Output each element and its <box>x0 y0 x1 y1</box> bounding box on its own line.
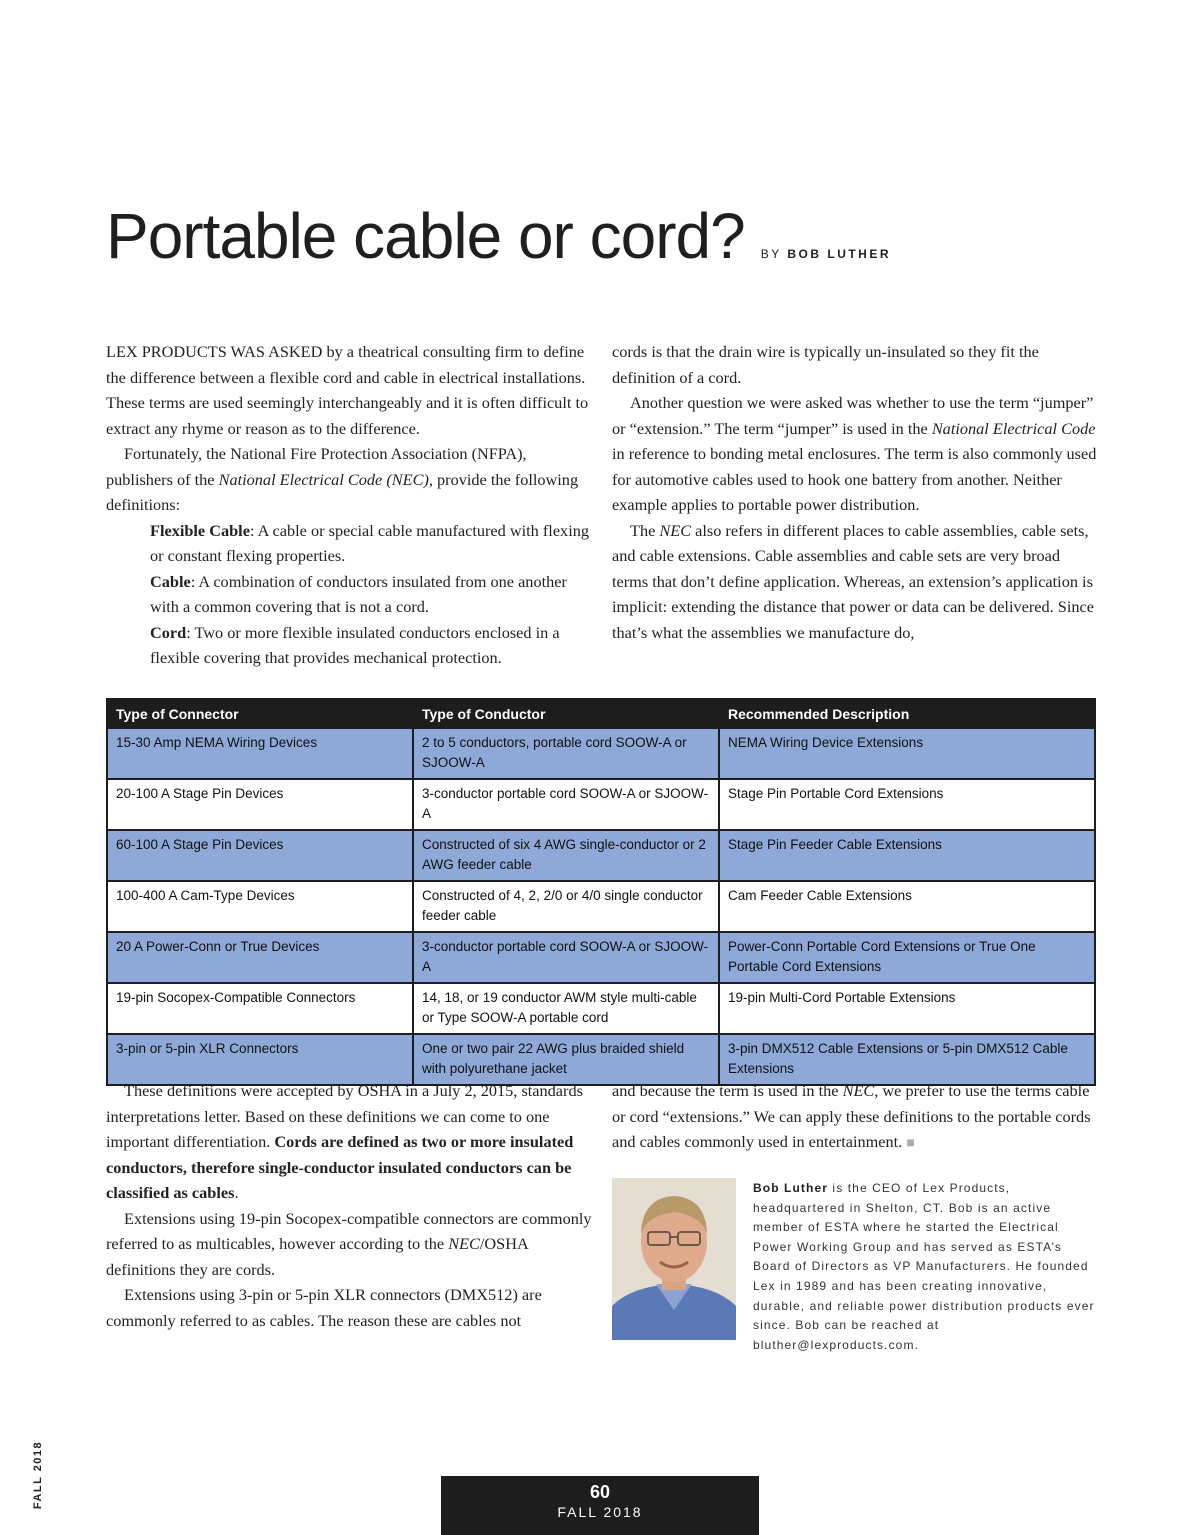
column-right-top <box>612 339 1098 645</box>
definition-term: Flexible Cable <box>150 520 250 540</box>
table-cell: Stage Pin Portable Cord Extensions <box>719 779 1095 830</box>
definition-term: Cable <box>150 571 191 591</box>
text-run: and because the term is used in the <box>612 1081 843 1100</box>
text-run: These definitions were accepted by OSHA in a July 2, 2015, standards interpretations letter. Based on these definitions we can come to one important differentiation. <box>106 1081 583 1151</box>
text-run: , provide the following definitions: <box>106 469 579 514</box>
text-run: The <box>630 520 660 540</box>
side-issue-label <box>30 1440 46 1510</box>
header-type-of-connector: Type of Connector <box>107 699 413 728</box>
right-paragraph-1: cords is that the drain wire is typically un-insulated so they fit the definition of a cord. <box>612 342 1039 387</box>
column-left-top <box>106 339 596 671</box>
right-paragraph-2 <box>612 390 1098 518</box>
page-number: 60 <box>589 1482 611 1502</box>
bio-name: Bob Luther <box>753 1181 828 1195</box>
table-cell: 100-400 A Cam-Type Devices <box>107 881 413 932</box>
author-portrait-image <box>612 1178 736 1340</box>
text-run: Fortunately, the National Fire Protection Association (NFPA), publishers of the <box>106 444 527 489</box>
table-cell: 19-pin Multi-Cord Portable Extensions <box>719 983 1095 1034</box>
table-cell: Constructed of 4, 2, 2/0 or 4/0 single conductor feeder cable <box>413 881 719 932</box>
article-title-text: Portable cable or cord? <box>106 200 745 272</box>
definition-cord <box>106 620 596 671</box>
table-row <box>107 830 1095 881</box>
italic-run: National Electrical Code (NEC) <box>218 469 429 489</box>
header-recommended-description: Recommended Description <box>719 699 1095 728</box>
side-issue-text: FALL 2018 <box>32 1440 44 1510</box>
italic-run: NEC <box>448 1234 480 1253</box>
table-cell: 14, 18, or 19 conductor AWM style multi-cable or Type SOOW-A portable cord <box>413 983 719 1034</box>
article-title <box>106 196 891 294</box>
footer-issue: FALL 2018 <box>557 1504 643 1520</box>
table-cell: Cam Feeder Cable Extensions <box>719 881 1095 932</box>
text-run: Another question we were asked was whether to use the term “jumper” or “extension.” The term “jumper” is used in the <box>612 393 1094 438</box>
bold-run: Cords are defined as two or more insulated conductors, therefore single-conductor insulated conductors can be classified as cables <box>106 1132 574 1202</box>
definition-term: Cord <box>150 622 187 642</box>
bio-text: is the CEO of Lex Products, headquartered in Shelton, CT. Bob is an active member of ESTA where he started the Electrical Power Working Group and has served as ESTA’s Board of Directors as VP Manufacturers. He founded Lex in 1989 and has been creating innovative, durable, and reliable power distribution products ever since. Bob can be reached at bluther@lexproducts.com. <box>753 1181 1095 1352</box>
socopex-paragraph <box>106 1206 596 1283</box>
connector-table <box>106 698 1096 1086</box>
table-cell: 3-pin DMX512 Cable Extensions or 5-pin DMX512 Cable Extensions <box>719 1034 1095 1085</box>
table-header-row <box>107 699 1095 728</box>
table-cell: 19-pin Socopex-Compatible Connectors <box>107 983 413 1034</box>
table-cell: 15-30 Amp NEMA Wiring Devices <box>107 728 413 779</box>
text-run: . <box>234 1183 239 1202</box>
table-cell: 3-conductor portable cord SOOW-A or SJOOW-A <box>413 779 719 830</box>
author-bio <box>753 1179 1098 1355</box>
table-row <box>107 881 1095 932</box>
table-cell: 2 to 5 conductors, portable cord SOOW-A or SJOOW-A <box>413 728 719 779</box>
conclusion-paragraph <box>612 1078 1098 1157</box>
table-row <box>107 983 1095 1034</box>
table-row <box>107 932 1095 983</box>
table-cell: 3-pin or 5-pin XLR Connectors <box>107 1034 413 1085</box>
table-cell: 3-conductor portable cord SOOW-A or SJOOW-A <box>413 932 719 983</box>
definition-text: : A cable or special cable manufactured with flexing or constant flexing properties. <box>150 520 589 565</box>
author-photo <box>612 1178 736 1340</box>
table-cell: Power-Conn Portable Cord Extensions or True One Portable Cord Extensions <box>719 932 1095 983</box>
table-cell: 60-100 A Stage Pin Devices <box>107 830 413 881</box>
table-cell: 20 A Power-Conn or True Devices <box>107 932 413 983</box>
definition-text: : Two or more flexible insulated conductors enclosed in a flexible covering that provides mechanical protection. <box>150 622 560 667</box>
byline-author: BOB LUTHER <box>787 247 892 261</box>
intro-paragraph-2 <box>106 441 596 518</box>
column-right-bottom <box>612 1078 1098 1157</box>
table-row <box>107 728 1095 779</box>
table-cell: One or two pair 22 AWG plus braided shield with polyurethane jacket <box>413 1034 719 1085</box>
byline-prefix: BY <box>760 247 782 261</box>
intro-paragraph-1 <box>106 339 596 441</box>
table-cell: Constructed of six 4 AWG single-conductor or 2 AWG feeder cable <box>413 830 719 881</box>
definition-cable <box>106 569 596 620</box>
italic-run: National Electrical Code <box>931 418 1096 438</box>
italic-run: NEC <box>842 1081 875 1100</box>
intro-text: by a theatrical consulting firm to define the difference between a flexible cord and cable in electrical installations. These terms are used seemingly interchangeably and it is often difficult to extract any rhyme or reason as to the difference. <box>106 342 589 438</box>
text-run: /OSHA definitions they are cords. <box>106 1234 528 1279</box>
osha-paragraph <box>106 1078 596 1206</box>
right-paragraph-3 <box>612 518 1098 646</box>
table-cell: 20-100 A Stage Pin Devices <box>107 779 413 830</box>
text-run: also refers in different places to cable assemblies, cable sets, and cable extensions. Cable assemblies and cable sets are very broad terms that don’t define application. Whereas, an extension’s application is implicit: extending the distance that power or data can be delivered. Since that’s what the assemblies we manufacture do, <box>612 520 1094 642</box>
definition-flexible-cable <box>106 518 596 569</box>
end-mark-icon: ■ <box>906 1136 915 1151</box>
definition-text: : A combination of conductors insulated from one another with a common covering that is not a cord. <box>150 571 567 616</box>
xlr-paragraph: Extensions using 3-pin or 5-pin XLR connectors (DMX512) are commonly referred to as cables. The reason these are cables not <box>106 1285 542 1330</box>
table-row <box>107 779 1095 830</box>
intro-lead: LEX PRODUCTS WAS ASKED <box>106 342 323 361</box>
header-type-of-conductor: Type of Conductor <box>413 699 719 728</box>
italic-run: NEC <box>659 520 692 540</box>
page-footer <box>441 1476 759 1535</box>
byline <box>761 247 891 261</box>
column-left-bottom <box>106 1078 596 1333</box>
text-run: , we prefer to use the terms cable or cord “extensions.” We can apply these definitions to the portable cords and cables commonly used in entertainment. <box>612 1081 1091 1151</box>
table-cell: NEMA Wiring Device Extensions <box>719 728 1095 779</box>
table-cell: Stage Pin Feeder Cable Extensions <box>719 830 1095 881</box>
text-run: Extensions using 19-pin Socopex-compatible connectors are commonly referred to as multicables, however according to the <box>106 1208 592 1253</box>
text-run: in reference to bonding metal enclosures. The term is also commonly used for automotive cables used to hook one battery from another. Neither example applies to portable power distribution. <box>612 444 1097 514</box>
